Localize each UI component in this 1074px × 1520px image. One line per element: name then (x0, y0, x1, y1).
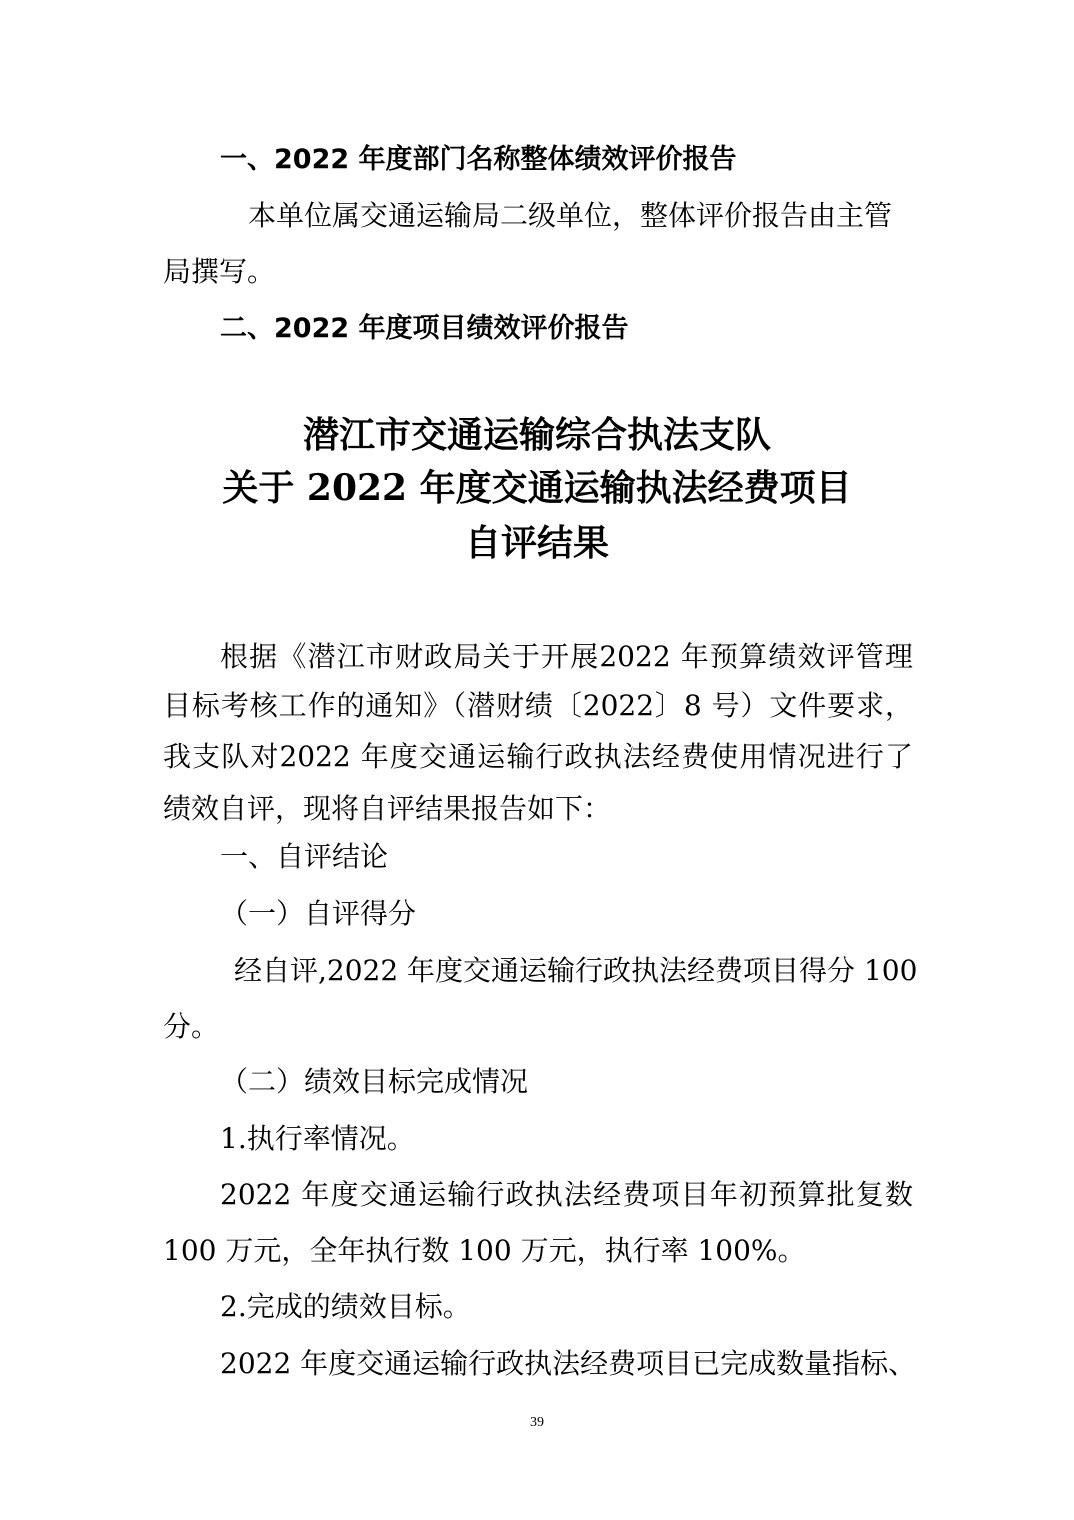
score-line2: 分。 (163, 1010, 220, 1043)
intro-line3: 我支队对2022 年度交通运输行政执法经费使用情况进行了 (163, 740, 913, 773)
exec-line2: 100 万元，全年执行数 100 万元，执行率 100%。 (163, 1234, 806, 1267)
report-title-line3: 自评结果 (464, 522, 609, 564)
section-one-heading: 一、2022 年度部门名称整体绩效评价报告 (220, 144, 737, 175)
score-line1: 经自评,2022 年度交通运输行政执法经费项目得分 100 (234, 954, 918, 987)
exec-line1: 2022 年度交通运输行政执法经费项目年初预算批复数 (220, 1178, 913, 1211)
intro-line4: 绩效自评，现将自评结果报告如下： (163, 792, 612, 825)
exec-heading: 1.执行率情况。 (220, 1122, 415, 1155)
goals-heading: （二）绩效目标完成情况 (220, 1065, 529, 1098)
done-heading: 2.完成的绩效目标。 (220, 1290, 471, 1323)
intro-line1: 根据《潜江市财政局关于开展2022 年预算绩效评管理 (220, 640, 913, 673)
report-title-line1: 潜江市交通运输综合执法支队 (302, 414, 771, 456)
done-line1: 2022 年度交通运输行政执法经费项目已完成数量指标、 (220, 1347, 917, 1380)
section-two-heading: 二、2022 年度项目绩效评价报告 (220, 313, 629, 344)
page-number: 39 (530, 1415, 544, 1430)
conclusion-heading: 一、自评结论 (220, 840, 389, 873)
section-one-body-line2: 局撰写。 (163, 255, 276, 288)
intro-line2: 目标考核工作的通知》（潜财绩〔2022〕8 号）文件要求， (163, 689, 913, 722)
score-heading: （一）自评得分 (220, 897, 417, 930)
report-title-line2: 关于 2022 年度交通运输执法经费项目 (222, 467, 852, 509)
section-one-body-line1: 本单位属交通运输局二级单位，整体评价报告由主管 (248, 199, 893, 232)
